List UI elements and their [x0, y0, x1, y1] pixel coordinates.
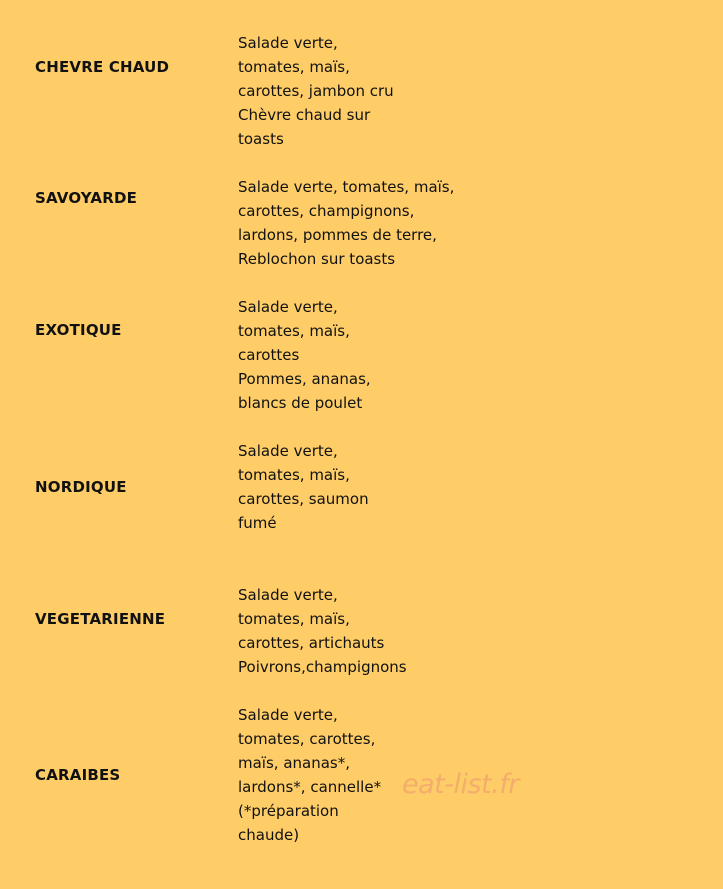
description-line: Salade verte,	[238, 298, 338, 316]
description-line: tomates, maïs,	[238, 610, 350, 628]
description-line: carottes, champignons,	[238, 202, 415, 220]
description-line: Salade verte,	[238, 706, 338, 724]
description-line: Pommes, ananas,	[238, 370, 371, 388]
description-line: toasts	[238, 130, 284, 148]
description-line: lardons*, cannelle*	[238, 778, 382, 796]
description-line: Poivrons,champignons	[238, 658, 407, 676]
description-line: maïs, ananas*,	[238, 754, 350, 772]
description-line: tomates, carottes,	[238, 730, 376, 748]
description-line: blancs de poulet	[238, 394, 363, 412]
description-line: Salade verte,	[238, 586, 338, 604]
description-line: fumé	[238, 514, 277, 532]
menu-item-description-savoyarde	[238, 175, 454, 271]
description-line: lardons, pommes de terre,	[238, 226, 437, 244]
menu-item-name-vegetarienne: VEGETARIENNE	[35, 610, 166, 628]
description-line: carottes	[238, 346, 300, 364]
description-line: Reblochon sur toasts	[238, 250, 396, 268]
description-line: tomates, maïs,	[238, 466, 350, 484]
description-line: chaude)	[238, 826, 300, 844]
menu-item-name-savoyarde: SAVOYARDE	[35, 189, 138, 207]
description-line: Chèvre chaud sur	[238, 106, 371, 124]
description-line: Salade verte, tomates, maïs,	[238, 178, 455, 196]
menu-item-description-chevre-chaud	[238, 31, 394, 151]
description-line: carottes, artichauts	[238, 634, 385, 652]
description-line: tomates, maïs,	[238, 322, 350, 340]
watermark-text: eat-list.fr	[402, 769, 519, 800]
menu-item-description-nordique	[238, 439, 369, 535]
menu-item-description-caraibes	[238, 703, 381, 847]
description-line: Salade verte,	[238, 442, 338, 460]
menu-item-name-chevre-chaud: CHEVRE CHAUD	[35, 58, 170, 76]
menu-item-description-exotique	[238, 295, 371, 415]
description-line: tomates, maïs,	[238, 58, 350, 76]
description-line: Salade verte,	[238, 34, 338, 52]
description-line: carottes, jambon cru	[238, 82, 394, 100]
description-line: carottes, saumon	[238, 490, 369, 508]
menu-item-name-exotique: EXOTIQUE	[35, 321, 122, 339]
menu-item-name-caraibes: CARAIBES	[35, 766, 121, 784]
menu-item-name-nordique: NORDIQUE	[35, 478, 127, 496]
menu-item-description-vegetarienne	[238, 583, 407, 679]
description-line: (*préparation	[238, 802, 339, 820]
